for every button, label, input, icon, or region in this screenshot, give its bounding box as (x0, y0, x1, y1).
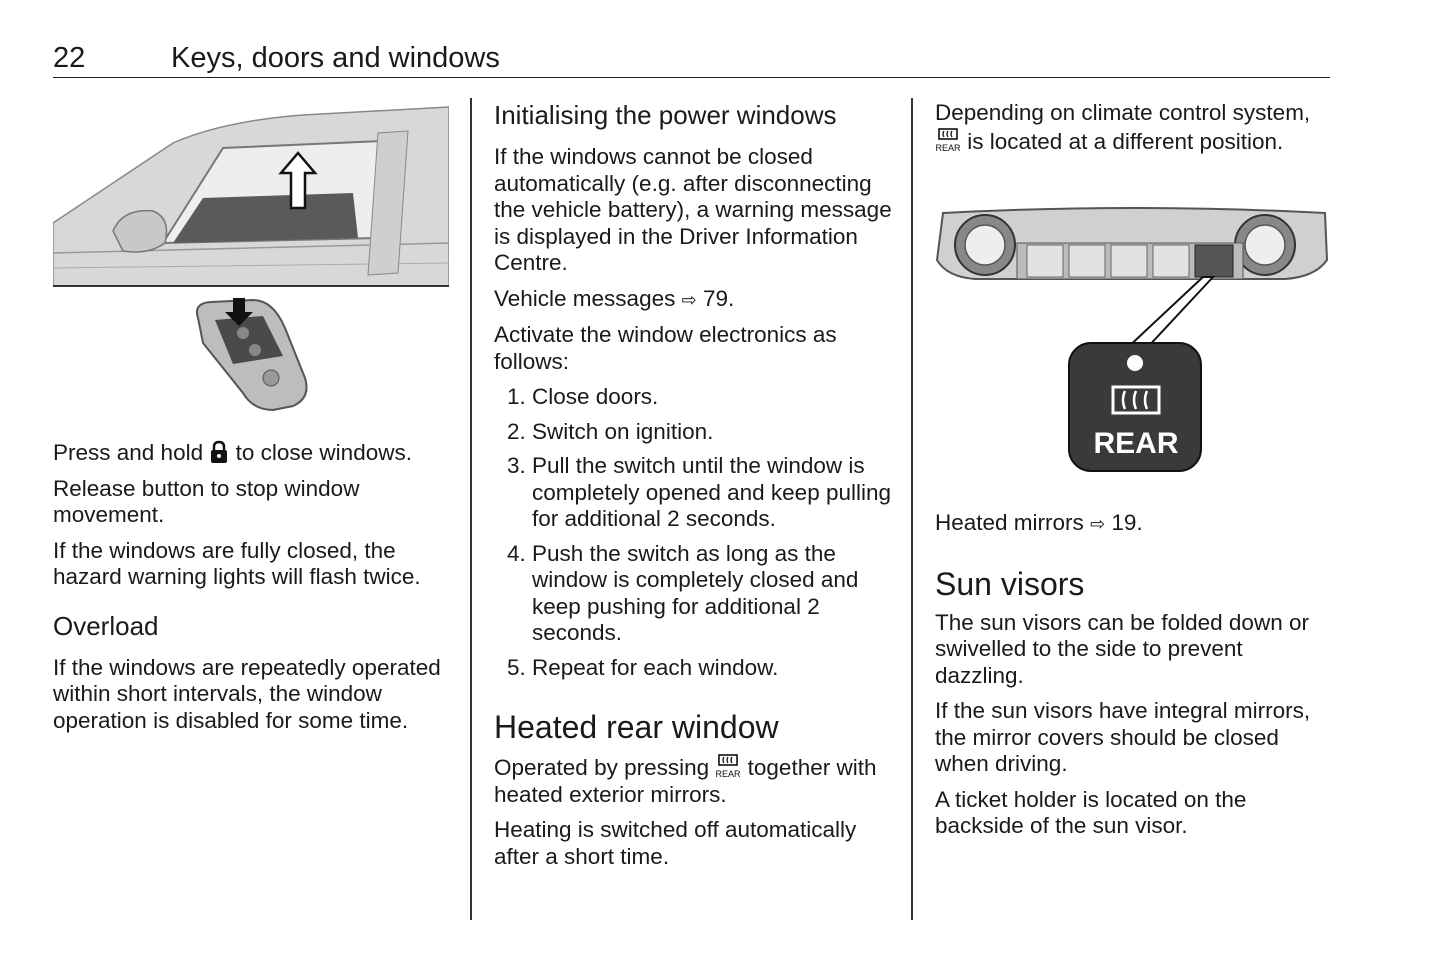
cross-reference-arrow-icon: ⇨ (681, 289, 697, 310)
paragraph: The sun visors can be folded down or swivelled to the side to prevent dazzling. (935, 609, 1309, 688)
list-item: 1. Close doors. (532, 384, 894, 411)
page-number: 22 (53, 42, 86, 74)
paragraph: Release button to stop window movement. (53, 475, 360, 527)
text: to close windows. (235, 440, 412, 465)
heated-mirrors-ref (935, 510, 1335, 538)
svg-text:REAR: REAR (715, 769, 741, 779)
paragraph: A ticket holder is located on the backside of the sun visor. (935, 786, 1247, 838)
page-ref[interactable]: 19. (1111, 510, 1143, 535)
lock-icon (209, 440, 229, 464)
column-divider (911, 98, 913, 920)
list-item: 5. Repeat for each window. (532, 655, 894, 682)
page-ref[interactable]: 79. (702, 285, 735, 311)
paragraph: Heating is switched off automatically after a short time. (494, 817, 857, 869)
rear-defrost-icon (715, 753, 741, 779)
paragraph: If the windows cannot be closed automatically (e.g. after disconnecting the vehicle battery), a warning message is displayed in the Driver Information Centre. (494, 144, 892, 275)
text: Depending on climate control system, (935, 100, 1311, 125)
climate-control-illustration (935, 205, 1331, 477)
text: Heated mirrors (935, 510, 1084, 535)
heading-sun-visors: Sun visors (935, 565, 1085, 602)
steps-list (494, 384, 894, 681)
column-2 (494, 100, 894, 879)
list-item: 2. Switch on ignition. (532, 419, 894, 446)
rear-button-label: REAR (1093, 427, 1179, 460)
text: Operated by pressing (494, 755, 710, 780)
page-header (53, 42, 1330, 78)
paragraph-depending (935, 100, 1335, 155)
heading-overload: Overload (53, 610, 159, 641)
chapter-title: Keys, doors and windows (171, 42, 500, 74)
text: is located at a different position. (967, 128, 1284, 154)
column-divider (470, 98, 472, 920)
paragraph: If the windows are fully closed, the hazard warning lights will flash twice. (53, 537, 421, 589)
text: together with heated exterior mirrors. (494, 755, 877, 807)
svg-text:REAR: REAR (935, 142, 961, 153)
column-3-top (935, 100, 1335, 164)
paragraph-operated (494, 753, 894, 808)
heading-heated-rear-window: Heated rear window (494, 709, 779, 745)
text: Vehicle messages (494, 285, 676, 311)
instruction-press-hold (53, 440, 453, 467)
column-1 (53, 440, 453, 743)
vehicle-messages-ref (494, 286, 894, 314)
list-item: 3. Pull the switch until the window is completely opened and keep pulling for additional 2 seconds. (532, 453, 894, 533)
window-and-key-illustration (53, 103, 449, 418)
text: Press and hold (53, 440, 204, 465)
cross-reference-arrow-icon: ⇨ (1090, 514, 1106, 534)
paragraph: Activate the window electronics as follows: (494, 322, 837, 374)
heading-initialising: Initialising the power windows (494, 100, 837, 130)
list-item: 4. Push the switch as long as the window is completely closed and keep pushing for additional 2 seconds. (532, 541, 894, 647)
column-3-bottom (935, 510, 1335, 849)
paragraph: If the sun visors have integral mirrors, the mirror covers should be closed when driving. (935, 698, 1311, 776)
rear-defrost-icon (935, 127, 961, 153)
paragraph: If the windows are repeatedly operated within short intervals, the window operation is disabled for some time. (53, 654, 441, 733)
